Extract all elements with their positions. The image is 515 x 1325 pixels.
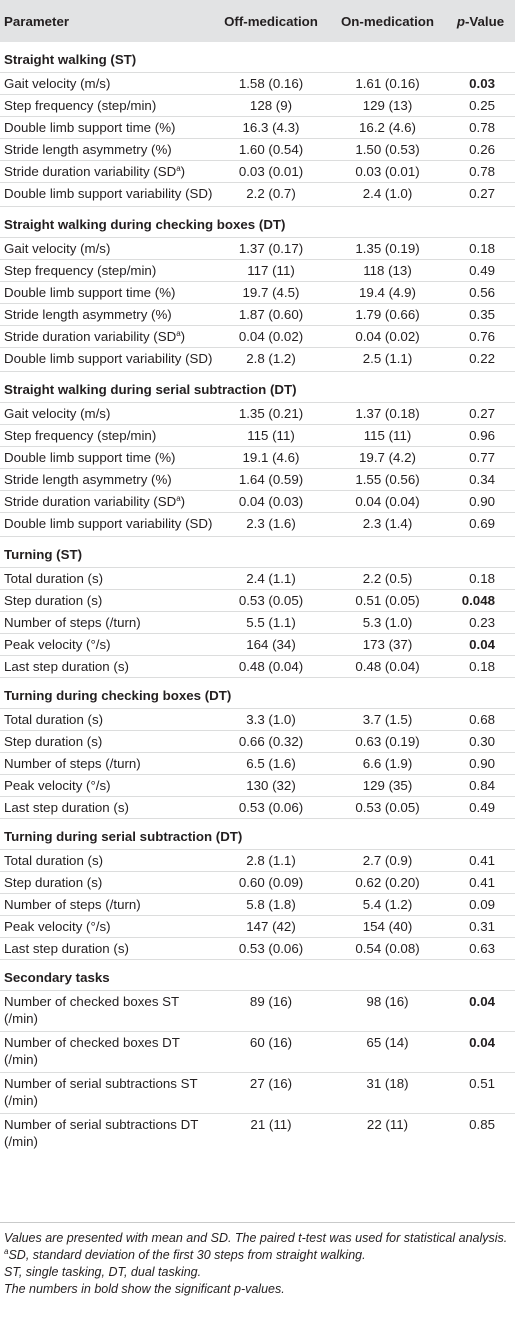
- parameter-name: [0, 850, 213, 872]
- table-row: [0, 656, 515, 678]
- parameter-name: [0, 872, 213, 894]
- off-medication-value: 2.3 (1.6): [213, 513, 329, 537]
- section-title: Turning during checking boxes (DT): [0, 678, 515, 709]
- table-row: [0, 139, 515, 161]
- parameter-label: Stride duration variability (SD: [4, 329, 177, 344]
- parameter-label: Total duration (s): [4, 853, 104, 868]
- section-row: [0, 42, 515, 73]
- table-row: [0, 1032, 515, 1073]
- off-medication-value: 147 (42): [213, 916, 329, 938]
- p-value: 0.35: [446, 304, 515, 326]
- off-medication-value: 0.60 (0.09): [213, 872, 329, 894]
- off-medication-value: 5.8 (1.8): [213, 894, 329, 916]
- section-row: [0, 678, 515, 709]
- on-medication-value: 0.04 (0.02): [329, 326, 446, 348]
- section-title: Straight walking (ST): [4, 52, 137, 67]
- p-value: 0.68: [446, 709, 515, 731]
- off-medication-value: 1.37 (0.17): [213, 238, 329, 260]
- section-title: Straight walking during checking boxes (DT): [0, 207, 515, 238]
- p-value: 0.25: [446, 95, 515, 117]
- p-value: 0.49: [446, 797, 515, 819]
- table-row: [0, 403, 515, 425]
- parameter-label: Stride length asymmetry (%): [4, 307, 172, 322]
- parameter-label: Double limb support variability (SD): [4, 351, 213, 366]
- p-value: 0.03: [446, 73, 515, 95]
- table-row: [0, 1073, 515, 1114]
- table-row: [0, 775, 515, 797]
- on-medication-value: 0.51 (0.05): [329, 590, 446, 612]
- section-row: [0, 372, 515, 403]
- on-medication-value: 1.37 (0.18): [329, 403, 446, 425]
- p-value: 0.76: [446, 326, 515, 348]
- on-medication-value: 2.2 (0.5): [329, 568, 446, 590]
- parameter-name: [0, 348, 213, 372]
- off-medication-value: 2.4 (1.1): [213, 568, 329, 590]
- section-row: [0, 819, 515, 850]
- parameter-label: Peak velocity (°/s): [4, 778, 111, 793]
- parameter-label: Last step duration (s): [4, 941, 129, 956]
- parameter-name: [0, 425, 213, 447]
- on-medication-value: 5.3 (1.0): [329, 612, 446, 634]
- table-row: [0, 872, 515, 894]
- parameter-name: [0, 491, 213, 513]
- parameter-label: Number of steps (/turn): [4, 756, 141, 771]
- p-value: 0.85: [446, 1114, 515, 1155]
- off-medication-value: 0.66 (0.32): [213, 731, 329, 753]
- parameter-label: Peak velocity (°/s): [4, 919, 111, 934]
- parameter-name: [0, 161, 213, 183]
- on-medication-value: 0.54 (0.08): [329, 938, 446, 960]
- parameter-name: [0, 260, 213, 282]
- section-title: Turning (ST): [0, 537, 515, 568]
- parameter-name: [0, 568, 213, 590]
- off-medication-value: 89 (16): [213, 991, 329, 1032]
- table-row: [0, 183, 515, 207]
- table-row: [0, 117, 515, 139]
- p-value: 0.51: [446, 1073, 515, 1114]
- footnote-marker: a: [176, 164, 181, 173]
- parameter-name: [0, 304, 213, 326]
- parameter-label: Number of steps (/turn): [4, 615, 141, 630]
- parameter-label: Step frequency (step/min): [4, 98, 157, 113]
- footnote-marker: a: [176, 329, 181, 338]
- p-value: 0.96: [446, 425, 515, 447]
- table-body: [0, 42, 515, 1159]
- parameter-label: Gait velocity (m/s): [4, 406, 111, 421]
- on-medication-value: 129 (35): [329, 775, 446, 797]
- on-medication-value: 31 (18): [329, 1073, 446, 1114]
- parameter-label: Number of checked boxes DT (/min): [4, 1035, 180, 1067]
- parameter-label: Last step duration (s): [4, 659, 129, 674]
- off-medication-value: 115 (11): [213, 425, 329, 447]
- table-row: [0, 513, 515, 537]
- off-medication-value: 117 (11): [213, 260, 329, 282]
- on-medication-value: 2.7 (0.9): [329, 850, 446, 872]
- parameter-name: [0, 612, 213, 634]
- p-value: 0.18: [446, 656, 515, 678]
- header-off-medication: Off-medication: [213, 0, 329, 42]
- p-value: 0.56: [446, 282, 515, 304]
- p-value: 0.41: [446, 872, 515, 894]
- table-row: [0, 590, 515, 612]
- off-medication-value: 0.53 (0.05): [213, 590, 329, 612]
- table-row: [0, 282, 515, 304]
- on-medication-value: 1.61 (0.16): [329, 73, 446, 95]
- on-medication-value: 1.50 (0.53): [329, 139, 446, 161]
- off-medication-value: 1.58 (0.16): [213, 73, 329, 95]
- off-medication-value: 130 (32): [213, 775, 329, 797]
- p-value: 0.34: [446, 469, 515, 491]
- table-row: [0, 568, 515, 590]
- p-value: 0.90: [446, 753, 515, 775]
- parameter-label: Stride duration variability (SD: [4, 494, 177, 509]
- off-medication-value: 1.64 (0.59): [213, 469, 329, 491]
- footnote-abbreviations: ST, single tasking, DT, dual tasking.: [4, 1265, 202, 1279]
- parameter-name: [0, 326, 213, 348]
- parameter-label: Double limb support variability (SD): [4, 516, 213, 531]
- table-row: [0, 634, 515, 656]
- header-p-value: [446, 0, 515, 42]
- on-medication-value: 0.62 (0.20): [329, 872, 446, 894]
- off-medication-value: 0.04 (0.02): [213, 326, 329, 348]
- table-row: [0, 425, 515, 447]
- table-row: [0, 348, 515, 372]
- section-title: Straight walking during serial subtraction (DT): [0, 372, 515, 403]
- parameter-name: [0, 709, 213, 731]
- on-medication-value: 115 (11): [329, 425, 446, 447]
- on-medication-value: 2.4 (1.0): [329, 183, 446, 207]
- parameter-name: [0, 73, 213, 95]
- table-footnotes: [0, 1222, 515, 1298]
- parameter-label: Step duration (s): [4, 875, 103, 890]
- p-value: 0.04: [446, 634, 515, 656]
- on-medication-value: 65 (14): [329, 1032, 446, 1073]
- p-value: 0.84: [446, 775, 515, 797]
- p-value: 0.09: [446, 894, 515, 916]
- on-medication-value: 118 (13): [329, 260, 446, 282]
- parameter-name: [0, 634, 213, 656]
- on-medication-value: 1.35 (0.19): [329, 238, 446, 260]
- off-medication-value: 164 (34): [213, 634, 329, 656]
- parameter-label: Number of serial subtractions ST (/min): [4, 1076, 198, 1108]
- parameter-label: Stride length asymmetry (%): [4, 142, 172, 157]
- off-medication-value: 1.60 (0.54): [213, 139, 329, 161]
- off-medication-value: 21 (11): [213, 1114, 329, 1155]
- on-medication-value: 3.7 (1.5): [329, 709, 446, 731]
- parameter-label: Step frequency (step/min): [4, 263, 157, 278]
- footnote-marker: a: [176, 494, 181, 503]
- table-row: [0, 753, 515, 775]
- on-medication-value: 154 (40): [329, 916, 446, 938]
- parameter-name: [0, 916, 213, 938]
- parameter-label-end: ): [180, 329, 186, 344]
- p-value: 0.26: [446, 139, 515, 161]
- section-title: Secondary tasks: [0, 960, 515, 991]
- parameter-name: [0, 731, 213, 753]
- table-row: [0, 238, 515, 260]
- p-value: 0.90: [446, 491, 515, 513]
- parameter-label: Double limb support time (%): [4, 285, 176, 300]
- off-medication-value: 5.5 (1.1): [213, 612, 329, 634]
- off-medication-value: 1.87 (0.60): [213, 304, 329, 326]
- parameter-label: Step duration (s): [4, 593, 103, 608]
- p-value: 0.27: [446, 183, 515, 207]
- on-medication-value: 1.79 (0.66): [329, 304, 446, 326]
- parameter-name: [0, 513, 213, 537]
- p-value: 0.18: [446, 568, 515, 590]
- p-value: 0.69: [446, 513, 515, 537]
- off-medication-value: 3.3 (1.0): [213, 709, 329, 731]
- section-row: [0, 537, 515, 568]
- table-row: [0, 797, 515, 819]
- parameter-name: [0, 117, 213, 139]
- on-medication-value: 129 (13): [329, 95, 446, 117]
- parameter-label: Stride length asymmetry (%): [4, 472, 172, 487]
- off-medication-value: 0.48 (0.04): [213, 656, 329, 678]
- on-medication-value: 0.04 (0.04): [329, 491, 446, 513]
- parameter-label: Double limb support time (%): [4, 450, 176, 465]
- table-row: [0, 326, 515, 348]
- table-row: [0, 938, 515, 960]
- table-row: [0, 73, 515, 95]
- on-medication-value: 19.4 (4.9): [329, 282, 446, 304]
- parameter-name: [0, 894, 213, 916]
- p-value: 0.23: [446, 612, 515, 634]
- parameter-label: Double limb support variability (SD): [4, 186, 213, 201]
- off-medication-value: 27 (16): [213, 1073, 329, 1114]
- off-medication-value: 128 (9): [213, 95, 329, 117]
- parameter-label-end: ): [180, 164, 186, 179]
- parameter-name: [0, 938, 213, 960]
- table-bottom-spacer: [0, 1154, 515, 1159]
- table-row: [0, 304, 515, 326]
- header-p-rest: -Value: [464, 13, 505, 29]
- parameter-label: Step duration (s): [4, 734, 103, 749]
- table-row: [0, 161, 515, 183]
- p-value: 0.63: [446, 938, 515, 960]
- on-medication-value: 173 (37): [329, 634, 446, 656]
- parameter-label: Peak velocity (°/s): [4, 637, 111, 652]
- section-row: [0, 960, 515, 991]
- p-value: 0.27: [446, 403, 515, 425]
- footnote-sd-text: SD, standard deviation of the first 30 steps from straight walking.: [8, 1248, 366, 1262]
- table-row: [0, 95, 515, 117]
- on-medication-value: 6.6 (1.9): [329, 753, 446, 775]
- p-value: 0.77: [446, 447, 515, 469]
- p-value: 0.78: [446, 161, 515, 183]
- table-row: [0, 991, 515, 1032]
- parameter-name: [0, 403, 213, 425]
- on-medication-value: 5.4 (1.2): [329, 894, 446, 916]
- parameter-label: Gait velocity (m/s): [4, 76, 111, 91]
- off-medication-value: 0.03 (0.01): [213, 161, 329, 183]
- off-medication-value: 1.35 (0.21): [213, 403, 329, 425]
- parameter-name: [0, 238, 213, 260]
- parameter-label: Gait velocity (m/s): [4, 241, 111, 256]
- parameter-name: [0, 447, 213, 469]
- parameter-label: Total duration (s): [4, 571, 104, 586]
- section-row: [0, 207, 515, 238]
- on-medication-value: 19.7 (4.2): [329, 447, 446, 469]
- off-medication-value: 0.04 (0.03): [213, 491, 329, 513]
- table-row: [0, 731, 515, 753]
- parameter-name: [0, 991, 213, 1032]
- parameter-label: Number of serial subtractions DT (/min): [4, 1117, 199, 1149]
- table-row: [0, 916, 515, 938]
- off-medication-value: 6.5 (1.6): [213, 753, 329, 775]
- off-medication-value: 0.53 (0.06): [213, 938, 329, 960]
- off-medication-value: 2.8 (1.2): [213, 348, 329, 372]
- header-parameter: Parameter: [0, 0, 213, 42]
- parameter-name: [0, 1114, 213, 1155]
- header-on-medication: On-medication: [329, 0, 446, 42]
- table-row: [0, 612, 515, 634]
- off-medication-value: 2.8 (1.1): [213, 850, 329, 872]
- p-value: 0.04: [446, 1032, 515, 1073]
- parameter-name: [0, 656, 213, 678]
- off-medication-value: 2.2 (0.7): [213, 183, 329, 207]
- off-medication-value: 19.7 (4.5): [213, 282, 329, 304]
- footnote-sd-marker: a: [4, 1247, 9, 1256]
- table-row: [0, 709, 515, 731]
- table-row: [0, 260, 515, 282]
- section-title: Turning during serial subtraction (DT): [0, 819, 515, 850]
- on-medication-value: 22 (11): [329, 1114, 446, 1155]
- on-medication-value: 16.2 (4.6): [329, 117, 446, 139]
- on-medication-value: 0.63 (0.19): [329, 731, 446, 753]
- off-medication-value: 16.3 (4.3): [213, 117, 329, 139]
- table-row: [0, 894, 515, 916]
- p-value: 0.04: [446, 991, 515, 1032]
- parameter-name: [0, 282, 213, 304]
- off-medication-value: 60 (16): [213, 1032, 329, 1073]
- table-row: [0, 469, 515, 491]
- off-medication-value: 19.1 (4.6): [213, 447, 329, 469]
- table-row: [0, 491, 515, 513]
- on-medication-value: 98 (16): [329, 991, 446, 1032]
- p-value: 0.41: [446, 850, 515, 872]
- header-row: [0, 0, 515, 42]
- parameter-name: [0, 139, 213, 161]
- on-medication-value: 2.5 (1.1): [329, 348, 446, 372]
- on-medication-value: 0.48 (0.04): [329, 656, 446, 678]
- table-row: [0, 447, 515, 469]
- parameter-name: [0, 1073, 213, 1114]
- footnote-bold-note: The numbers in bold show the significant p-values.: [4, 1282, 285, 1296]
- parameter-label: Step frequency (step/min): [4, 428, 157, 443]
- table-header: [0, 0, 515, 42]
- parameter-label: Last step duration (s): [4, 800, 129, 815]
- p-value: 0.31: [446, 916, 515, 938]
- off-medication-value: 0.53 (0.06): [213, 797, 329, 819]
- parameter-label: Double limb support time (%): [4, 120, 176, 135]
- on-medication-value: 0.03 (0.01): [329, 161, 446, 183]
- parameter-name: [0, 753, 213, 775]
- parameter-name: [0, 590, 213, 612]
- on-medication-value: 1.55 (0.56): [329, 469, 446, 491]
- parameter-label: Number of checked boxes ST (/min): [4, 994, 179, 1026]
- parameter-name: [0, 797, 213, 819]
- parameter-name: [0, 469, 213, 491]
- parameter-name: [0, 95, 213, 117]
- footnote-sd: [0, 1247, 515, 1264]
- p-value: 0.49: [446, 260, 515, 282]
- parameter-label: Total duration (s): [4, 712, 104, 727]
- header-p-italic: p: [456, 13, 465, 29]
- parameter-name: [0, 183, 213, 207]
- footnote-methods: Values are presented with mean and SD. The paired t-test was used for statistical analysis.: [4, 1231, 508, 1245]
- p-value: 0.78: [446, 117, 515, 139]
- on-medication-value: 0.53 (0.05): [329, 797, 446, 819]
- parameter-name: [0, 1032, 213, 1073]
- parameter-name: [0, 775, 213, 797]
- p-value: 0.18: [446, 238, 515, 260]
- table-row: [0, 850, 515, 872]
- parameter-label: Number of steps (/turn): [4, 897, 141, 912]
- table-row: [0, 1114, 515, 1155]
- parameter-label-end: ): [180, 494, 186, 509]
- parameter-label: Stride duration variability (SD: [4, 164, 177, 179]
- p-value: 0.048: [446, 590, 515, 612]
- p-value: 0.30: [446, 731, 515, 753]
- p-value: 0.22: [446, 348, 515, 372]
- on-medication-value: 2.3 (1.4): [329, 513, 446, 537]
